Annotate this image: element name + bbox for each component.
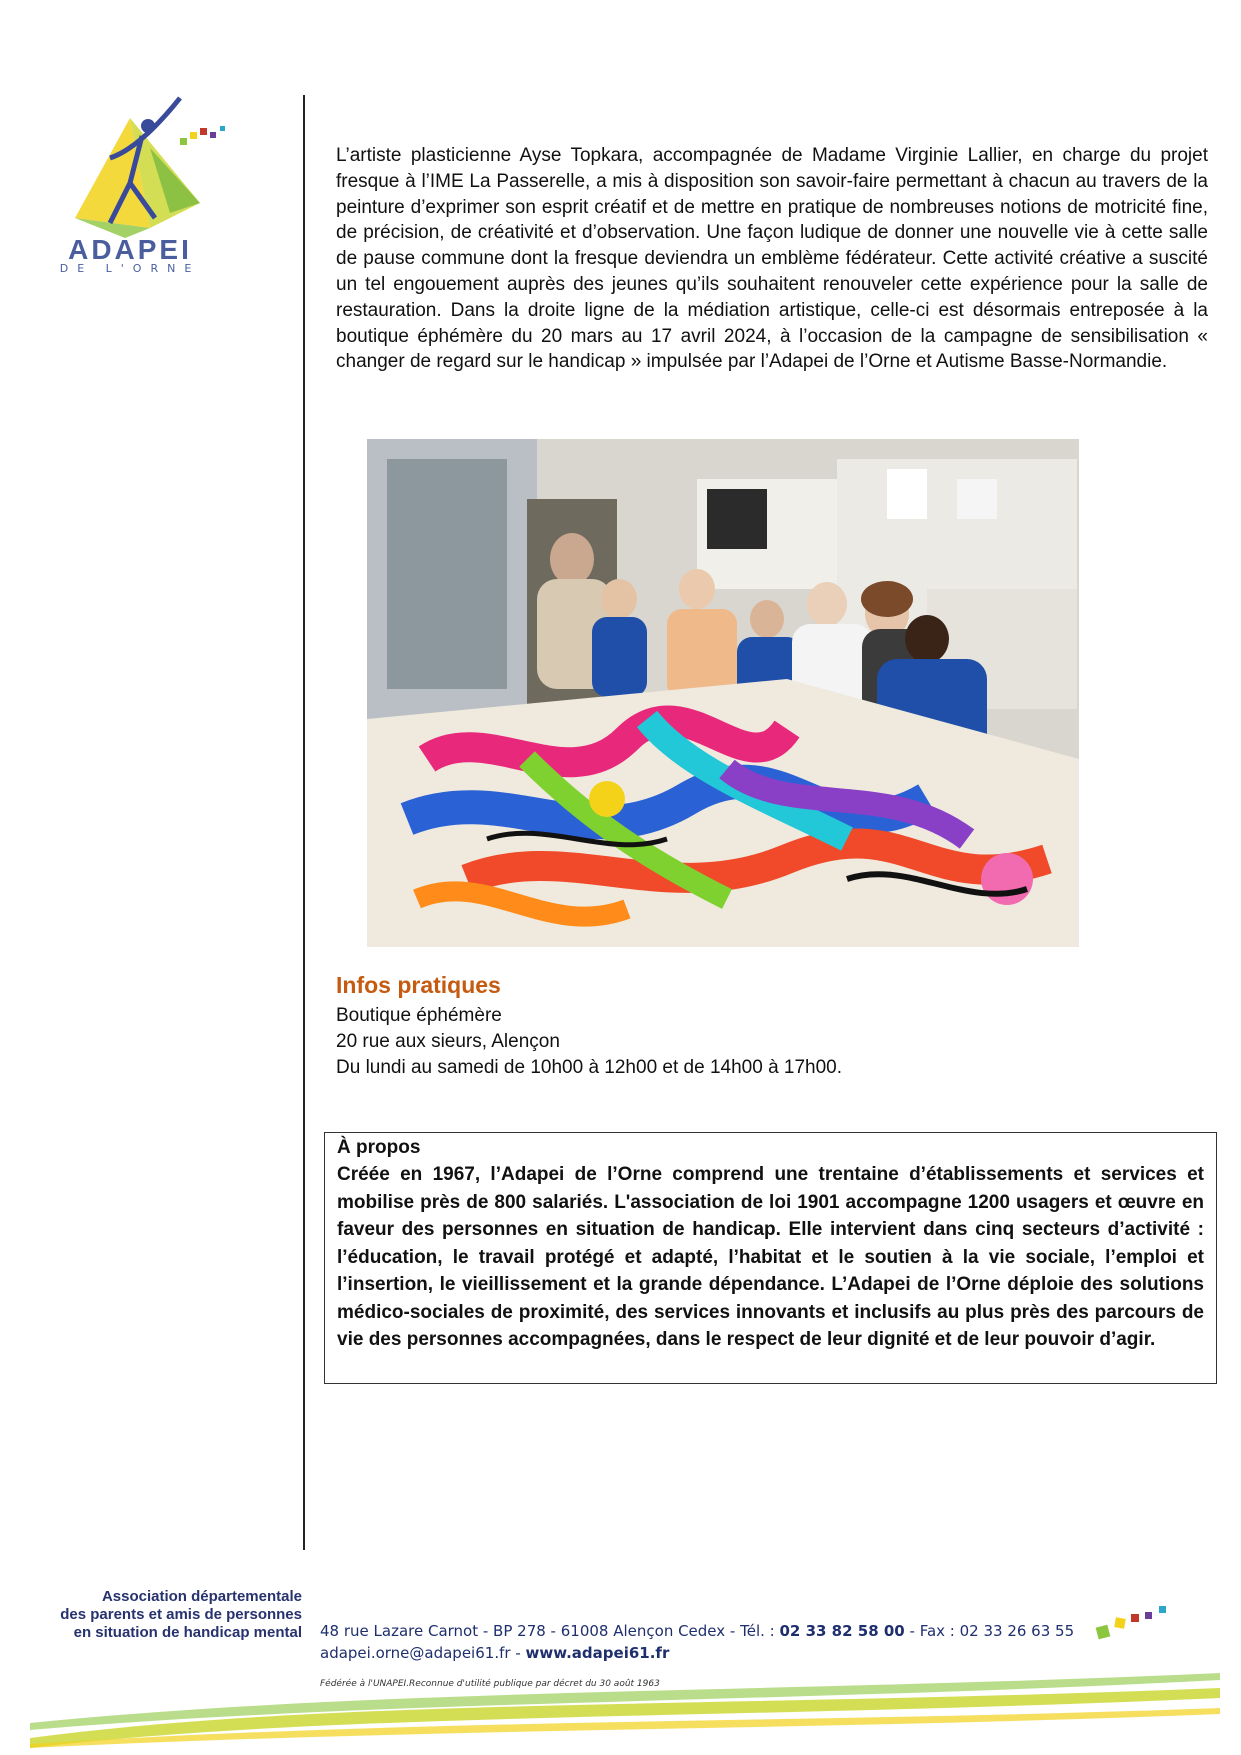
- infos-line: Boutique éphémère: [336, 1005, 502, 1026]
- footer-address: 48 rue Lazare Carnot - BP 278 - 61008 Alençon Cedex - Tél. :: [320, 1622, 780, 1640]
- footer-website[interactable]: www.adapei61.fr: [525, 1644, 670, 1662]
- infos-title: Infos pratiques: [336, 972, 501, 998]
- footer-assoc-line: en situation de handicap mental: [73, 1624, 302, 1641]
- footer-swoosh: [30, 1668, 1220, 1748]
- footer-association: [40, 1588, 302, 1642]
- infos-pratiques: [336, 972, 1136, 1081]
- about-title: À propos: [337, 1137, 421, 1158]
- footer-assoc-line: des parents et amis de personnes: [60, 1606, 302, 1623]
- footer-fax: - Fax : 02 33 26 63 55: [904, 1622, 1075, 1640]
- footer-note: Fédérée à l'UNAPEI.Reconnue d'utilité publique par décret du 30 août 1963: [320, 1679, 660, 1689]
- infos-line: Du lundi au samedi de 10h00 à 12h00 et de 14h00 à 17h00.: [336, 1057, 843, 1078]
- article-intro: L’artiste plasticienne Ayse Topkara, accompagnée de Madame Virginie Lallier, en charge du projet fresque à l’IME La Passerelle, a mis à disposition son savoir-faire permettant à chacun au travers de la peinture d’exprimer son esprit créatif et de mettre en pratique de nombreuses notions de motricité fine, de précision, de créativité et d’observation. Une façon ludique de donner une nouvelle vie à cette salle de pause commune dont la fresque deviendra un emblème fédérateur. Cette activité créative a suscité un tel engouement auprès des jeunes qu’ils souhaitent renouveler cette expérience pour la salle de restauration. Dans la droite ligne de la médiation artistique, celle-ci est désormais entreposée à la boutique éphémère du 20 mars au 17 avril 2024, à l’occasion de la campagne de sensibilisation « changer de regard sur le handicap » impulsée par l’Adapei de l’Orne et Autisme Basse-Normandie.: [336, 145, 1208, 373]
- logo-subtitle: DE L'ORNE: [59, 262, 201, 275]
- vertical-divider: [303, 95, 305, 1550]
- decorative-squares-icon: [1095, 1602, 1175, 1642]
- footer-separator: -: [510, 1644, 526, 1662]
- footer-email[interactable]: adapei.orne@adapei61.fr: [320, 1644, 511, 1662]
- footer-assoc-line: Association départementale: [101, 1588, 302, 1605]
- footer-contact: [320, 1622, 1100, 1666]
- logo-name: ADAPEI: [68, 234, 192, 265]
- about-box: [324, 1132, 1217, 1384]
- fresco-photo: [367, 439, 1079, 947]
- about-text: Créée en 1967, l’Adapei de l’Orne comprend une trentaine d’établissements et services et mobilise près de 800 salariés. L'association de loi 1901 accompagne 1200 usagers et œuvre en faveur des personnes en situation de handicap. Elle intervient dans cinq secteurs d’activité : l’éducation, le travail protégé et adapté, l’habitat et le soutien à la vie sociale, l’emploi et l’insertion, le vieillissement et la grande dépendance. L’Adapei de l’Orne déploie des solutions médico-sociales de proximité, des services innovants et inclusifs au plus près des parcours de vie des personnes accompagnées, dans le respect de leur dignité et de leur pouvoir d’agir.: [337, 1164, 1204, 1350]
- infos-line: 20 rue aux sieurs, Alençon: [336, 1031, 560, 1052]
- footer-phone[interactable]: 02 33 82 58 00: [779, 1622, 905, 1640]
